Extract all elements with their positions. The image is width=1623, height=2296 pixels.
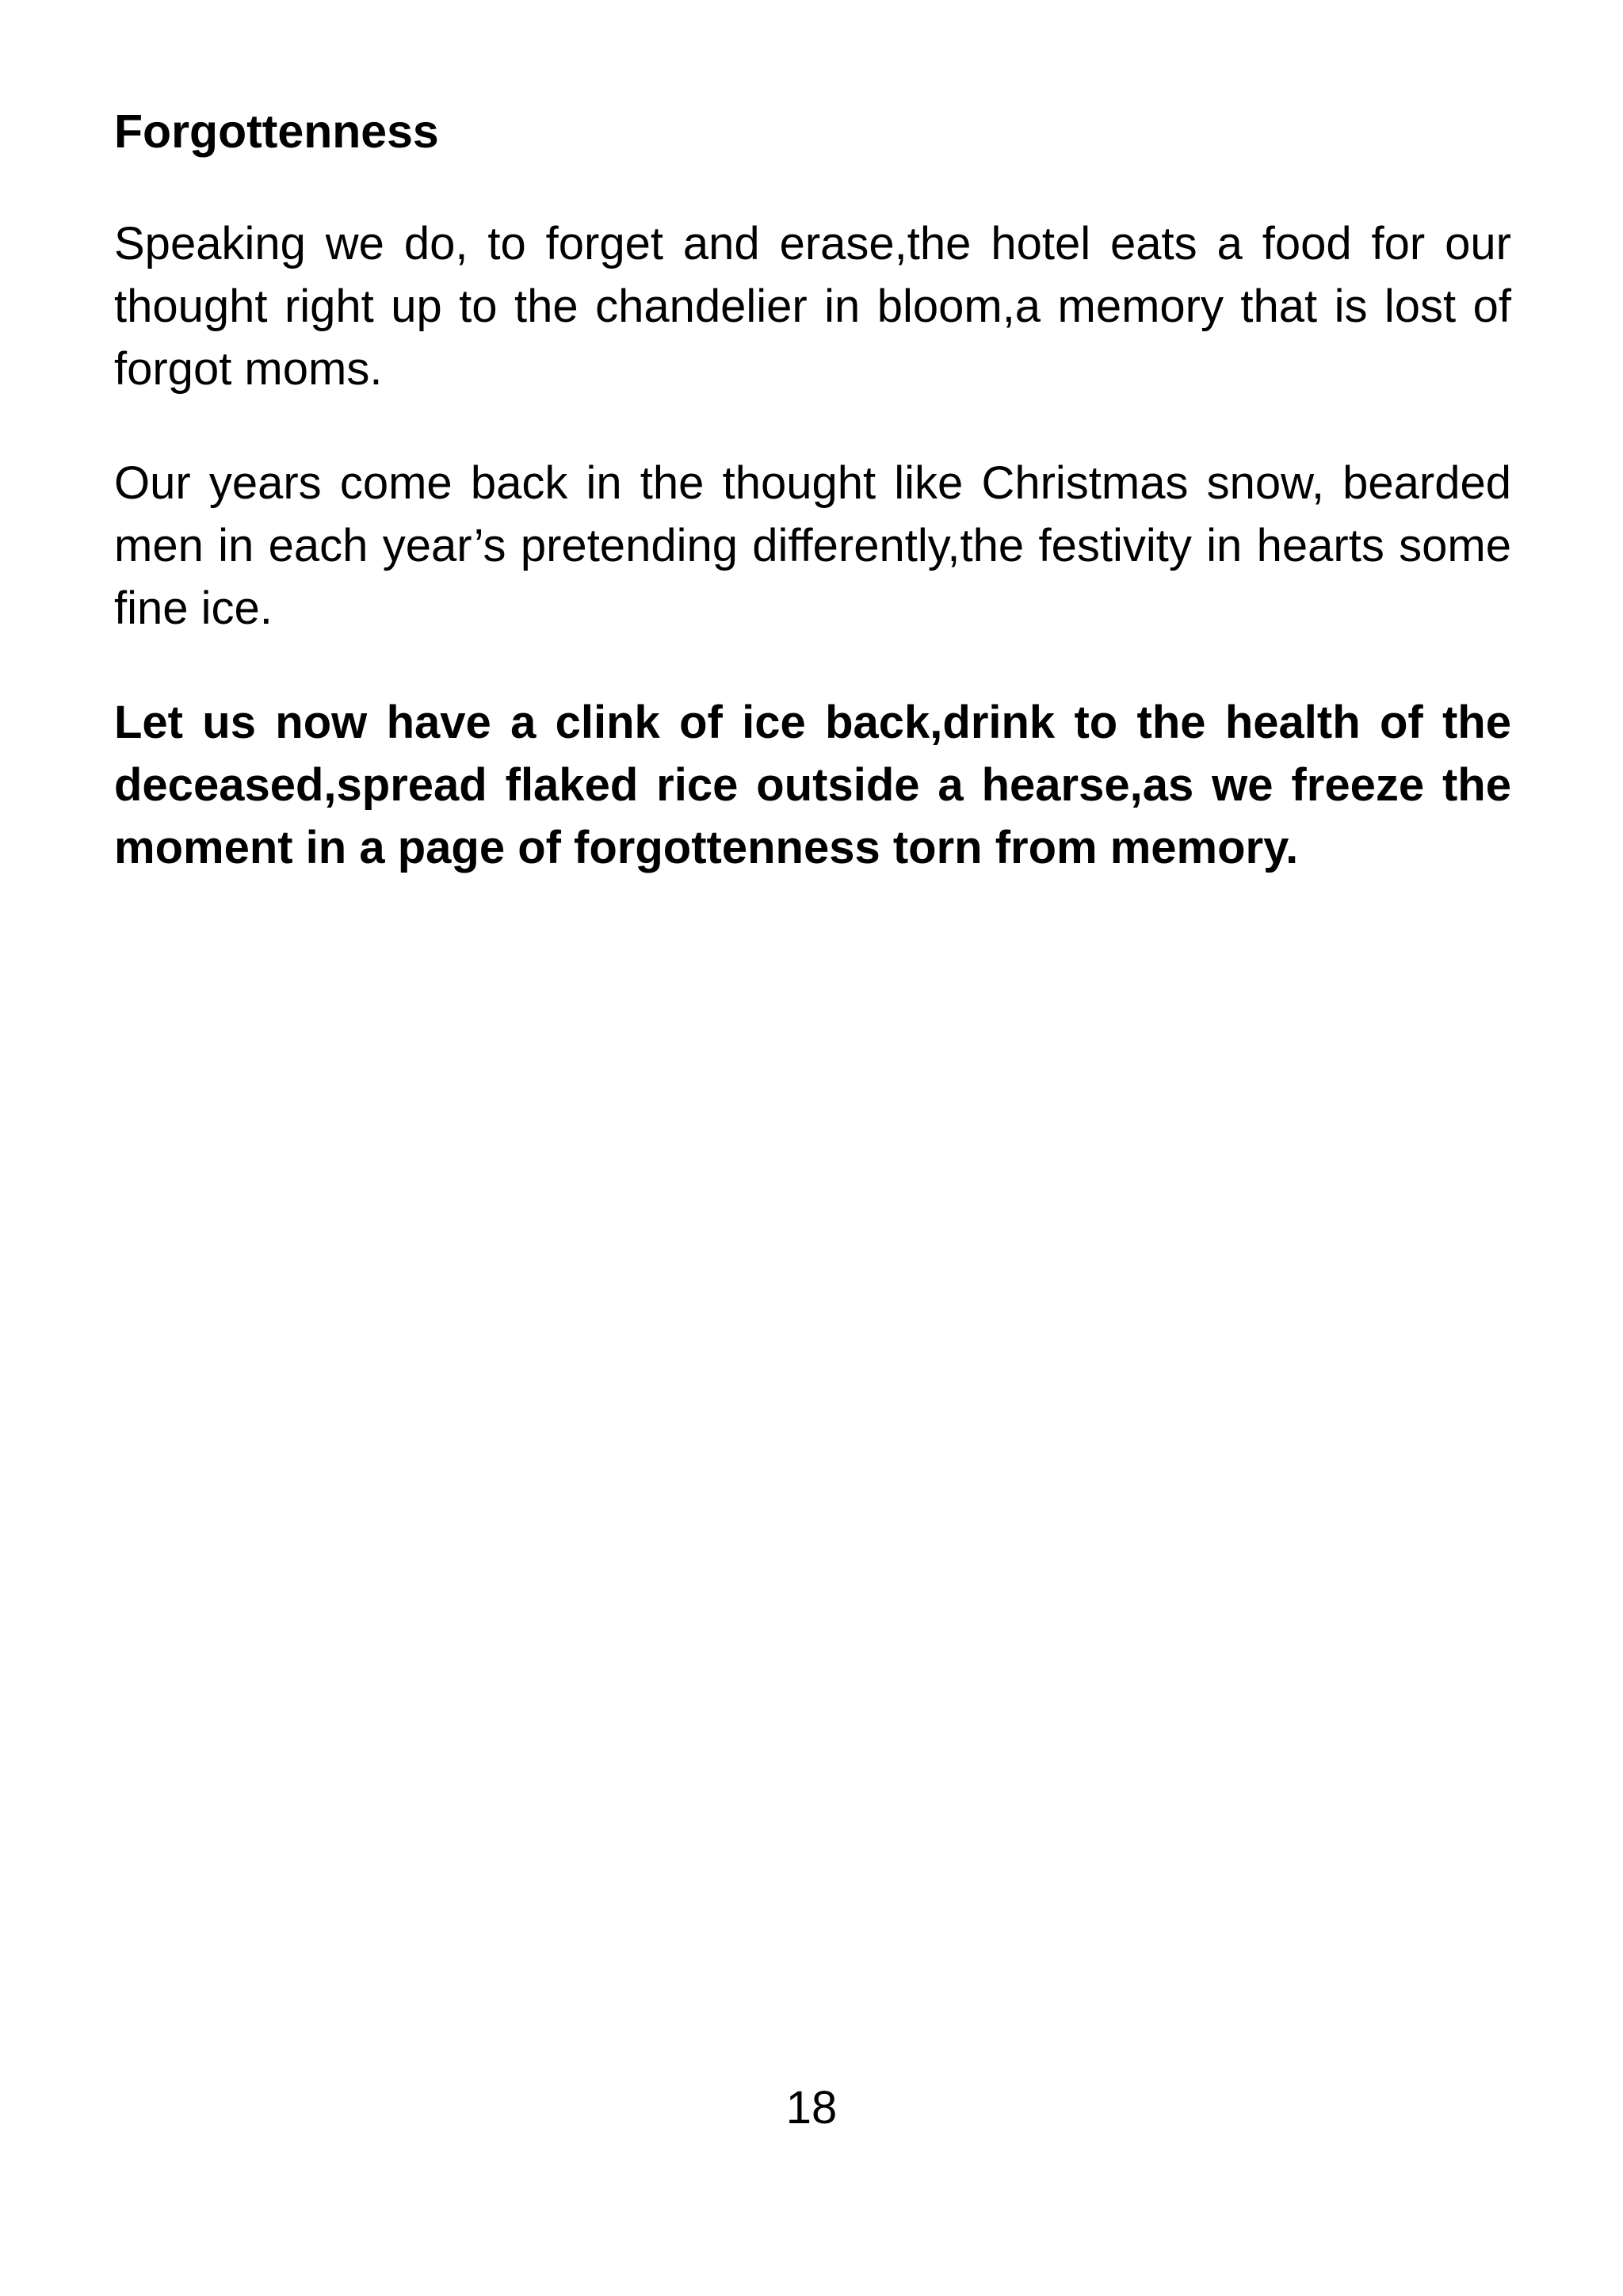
page-number: 18 [785, 2082, 838, 2134]
paragraph-3: Let us now have a clink of ice back,drink to the health of the deceased,spread flaked rice outside a hearse,as we freeze the moment in a page of forgottenness torn from memory. [114, 697, 1511, 873]
paragraph-1: Speaking we do, to forget and erase,the hotel eats a food for our thought right up to the chandelier in bloom,a memory that is lost of forgot moms. [114, 218, 1511, 395]
page-title: Forgottenness [114, 105, 439, 158]
page-content [114, 101, 1511, 930]
paragraph-2: Our years come back in the thought like Christmas snow, bearded men in each year’s pretending differently,the festivity in hearts some fine ice. [114, 457, 1511, 634]
